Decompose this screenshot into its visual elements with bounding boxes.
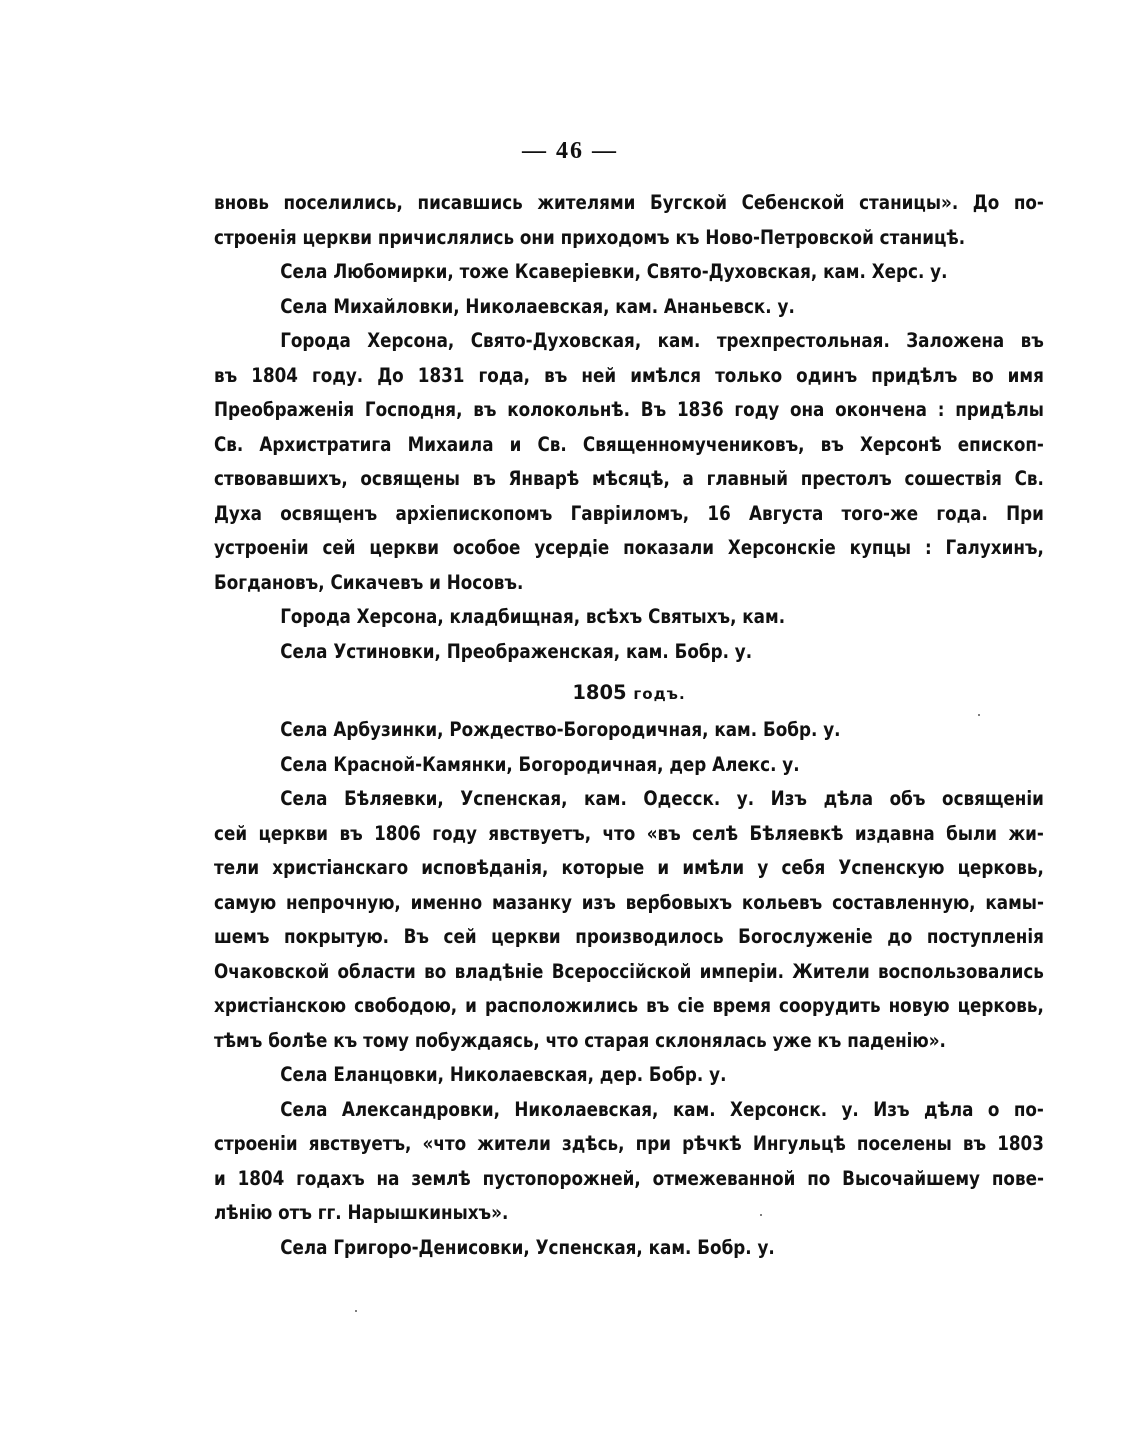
year-heading [214, 673, 1044, 713]
text-line: вновь поселились, писавшись жителями Бугской Себенской станицы». До по- [214, 191, 1044, 214]
church-entry: Села Григоро-Денисовки, Успенская, кам. Бобр. у. [280, 1235, 775, 1259]
text-line: Очаковской области во владѣніе Всероссійской имперіи. Жители воспользовались [214, 959, 1044, 983]
page-text [214, 186, 1044, 1265]
text-line: христіанскою свободою, и расположились въ сіе время соорудить новую церковь, [214, 994, 1044, 1017]
text-line: строеніи явствуетъ, «что жители здѣсь, при рѣчкѣ Ингульцѣ поселены въ 1803 [214, 1132, 1044, 1155]
text-line: Села Александровки, Николаевская, кам. Херсонск. у. Изъ дѣла о по- [280, 1097, 1044, 1121]
text-line: Св. Архистратига Михаила и Св. Священномучениковъ, въ Херсонѣ епископ- [214, 432, 1044, 456]
church-entry: Села Арбузинки, Рождество-Богородичная, кам. Бобр. у. [280, 718, 841, 741]
text-line: въ 1804 году. До 1831 года, въ ней имѣлся только одинъ придѣлъ во имя [214, 363, 1044, 387]
year-heading-year: 1805 [572, 681, 627, 704]
text-line: шемъ покрытую. Въ сей церкви производилось Богослуженіе до поступленія [214, 925, 1044, 948]
church-entry: Села Красной-Камянки, Богородичная, дер Алекс. у. [280, 752, 800, 776]
text-line: ствовавшихъ, освящены въ Январѣ мѣсяцѣ, а главный престолъ сошествія Св. [214, 467, 1044, 490]
scan-speck [760, 1214, 762, 1216]
church-entry: Села Устиновки, Преображенская, кам. Бобр. у. [280, 639, 753, 663]
page-number: — 46 — [522, 138, 618, 164]
text-line: устроеніи сей церкви особое усердіе показали Херсонскіе купцы : Галухинъ, [214, 536, 1044, 559]
text-line: Духа освященъ архіепископомъ Гавріиломъ, 16 Августа того-же года. При [214, 501, 1044, 525]
text-line: и 1804 годахъ на землѣ пустопорожней, отмежеванной по Высочайшему пове- [214, 1166, 1044, 1190]
text-line: самую непрочную, именно мазанку изъ вербовыхъ кольевъ составленную, камы- [214, 890, 1044, 914]
scan-speck [355, 1310, 357, 1312]
church-entry: Города Херсона, кладбищная, всѣхъ Святыхъ, кам. [280, 605, 786, 628]
text-line: Города Херсона, Свято-Духовская, кам. трехпрестольная. Заложена въ [280, 329, 1044, 352]
scan-speck [978, 714, 980, 716]
text-line: тѣмъ болѣе къ тому побуждаясь, что старая склонялась уже къ паденію». [214, 1028, 946, 1052]
text-line: сей церкви въ 1806 году явствуетъ, что «въ селѣ Бѣляевкѣ издавна были жи- [214, 821, 1044, 845]
text-line: лѣнію отъ гг. Нарышкиныхъ». [214, 1201, 509, 1224]
church-entry: Села Еланцовки, Николаевская, дер. Бобр. у. [280, 1063, 727, 1086]
text-line: Преображенія Господня, въ колокольнѣ. Въ 1836 году она окончена : придѣлы [214, 398, 1044, 421]
church-entry: Села Любомирки, тоже Ксаверіевки, Свято-Духовская, кам. Херс. у. [280, 260, 948, 283]
year-heading-word: годъ. [633, 685, 686, 703]
church-entry: Села Михайловки, Николаевская, кам. Ананьевск. у. [280, 294, 795, 318]
text-line: Села Бѣляевки, Успенская, кам. Одесск. у. Изъ дѣла объ освященіи [280, 787, 1044, 810]
text-line: строенія церкви причислялись они приходомъ къ Ново-Петровской станицѣ. [214, 225, 966, 249]
text-line: Богдановъ, Сикачевъ и Носовъ. [214, 570, 524, 594]
text-line: тели христіанскаго исповѣданія, которые и имѣли у себя Успенскую церковь, [214, 856, 1044, 879]
